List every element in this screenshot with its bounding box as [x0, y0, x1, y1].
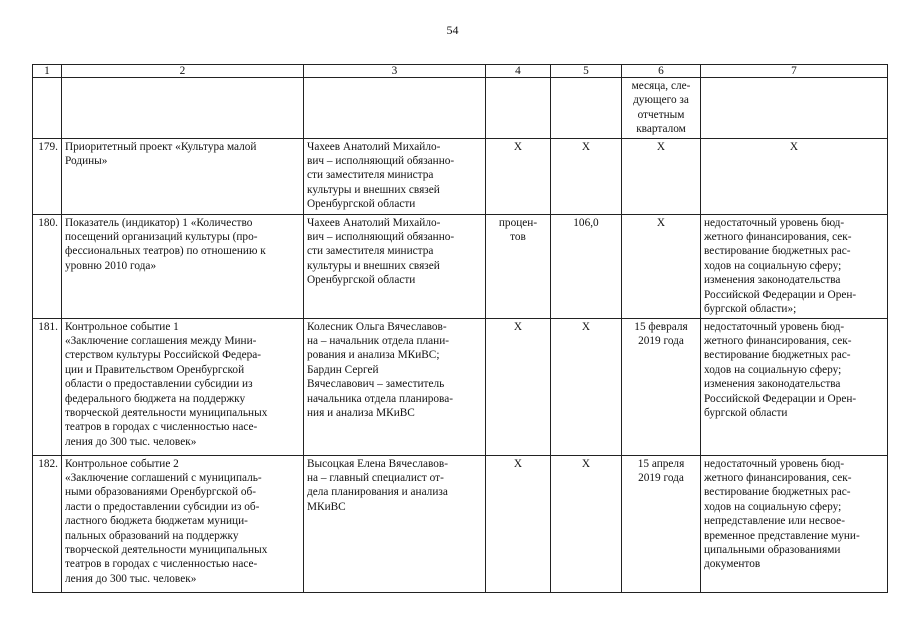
row-deadline: Х [622, 214, 701, 318]
header-cell: 6 [622, 65, 701, 78]
row-risks: недостаточный уровень бюд- жетного финансирования, сек- вестирование бюджетных рас- ходов на социальную сферу; изменения законодательства Российской Федерации и Орен- бургской области [701, 318, 888, 455]
cell-empty [304, 78, 486, 139]
continuation-row [33, 78, 888, 139]
cell-empty [486, 78, 551, 139]
row-responsible: Чахеев Анатолий Михайло- вич – исполняющий обязанно- сти заместителя министра культуры и внешних связей Оренбургской области [304, 214, 486, 318]
row-value: 106,0 [551, 214, 622, 318]
row-unit: Х [486, 318, 551, 455]
header-cell: 7 [701, 65, 888, 78]
cell-empty [62, 78, 304, 139]
continuation-deadline: месяца, сле- дующего за отчетным кварталом [622, 78, 701, 139]
row-risks: Х [701, 138, 888, 214]
header-cell: 5 [551, 65, 622, 78]
row-deadline: 15 апреля 2019 года [622, 455, 701, 592]
row-number: 179. [33, 138, 62, 214]
row-deadline: 15 февраля 2019 года [622, 318, 701, 455]
row-number: 181. [33, 318, 62, 455]
row-responsible: Высоцкая Елена Вячеславов- на – главный специалист от- дела планирования и анализа МКиВС [304, 455, 486, 592]
row-unit: процен- тов [486, 214, 551, 318]
cell-empty [33, 78, 62, 139]
cell-empty [551, 78, 622, 139]
row-name: Показатель (индикатор) 1 «Количество посещений организаций культуры (про- фессиональных театров) по отношению к уровню 2010 года» [62, 214, 304, 318]
row-responsible: Чахеев Анатолий Михайло- вич – исполняющий обязанно- сти заместителя министра культуры и внешних связей Оренбургской области [304, 138, 486, 214]
row-risks: недостаточный уровень бюд- жетного финансирования, сек- вестирование бюджетных рас- ходов на социальную сферу; изменения законодательства Российской Федерации и Орен- бургской области»; [701, 214, 888, 318]
row-value: Х [551, 318, 622, 455]
row-name: Контрольное событие 2 «Заключение соглашений с муниципаль- ными образованиями Оренбургской об- ласти о предоставлении субсидии из об- ластного бюджета бюджетам муници- пальных образований на поддержку творческой деятельности муниципальных театров в городах с численностью насе- ления до 300 тыс. человек» [62, 455, 304, 592]
row-value: Х [551, 455, 622, 592]
header-row [33, 65, 888, 78]
table-row [33, 138, 888, 214]
row-risks: недостаточный уровень бюд- жетного финансирования, сек- вестирование бюджетных рас- ходов на социальную сферу; непредставление или несвое- временное представление муни- ципальными образованиями документов [701, 455, 888, 592]
header-cell: 1 [33, 65, 62, 78]
cell-empty [701, 78, 888, 139]
row-number: 180. [33, 214, 62, 318]
row-number: 182. [33, 455, 62, 592]
row-name: Приоритетный проект «Культура малой Родины» [62, 138, 304, 214]
page-number: 54 [446, 23, 459, 37]
header-cell: 2 [62, 65, 304, 78]
header-cell: 4 [486, 65, 551, 78]
table-row [33, 455, 888, 592]
table-row [33, 318, 888, 455]
row-deadline: Х [622, 138, 701, 214]
row-name: Контрольное событие 1 «Заключение соглашения между Мини- стерством культуры Российской Федера- ции и Правительством Оренбургской области о предоставлении субсидии из федерального бюджета на поддержку творческой деятельности муниципальных театров в городах с численностью насе- ления до 300 тыс. человек» [62, 318, 304, 455]
row-responsible: Колесник Ольга Вячеславов- на – начальник отдела плани- рования и анализа МКиВС; Бардин Сергей Вячеславович – заместитель начальника отдела планирова- ния и анализа МКиВС [304, 318, 486, 455]
plan-table [32, 64, 888, 593]
table-row [33, 214, 888, 318]
row-unit: Х [486, 138, 551, 214]
header-cell: 3 [304, 65, 486, 78]
row-value: Х [551, 138, 622, 214]
row-unit: Х [486, 455, 551, 592]
